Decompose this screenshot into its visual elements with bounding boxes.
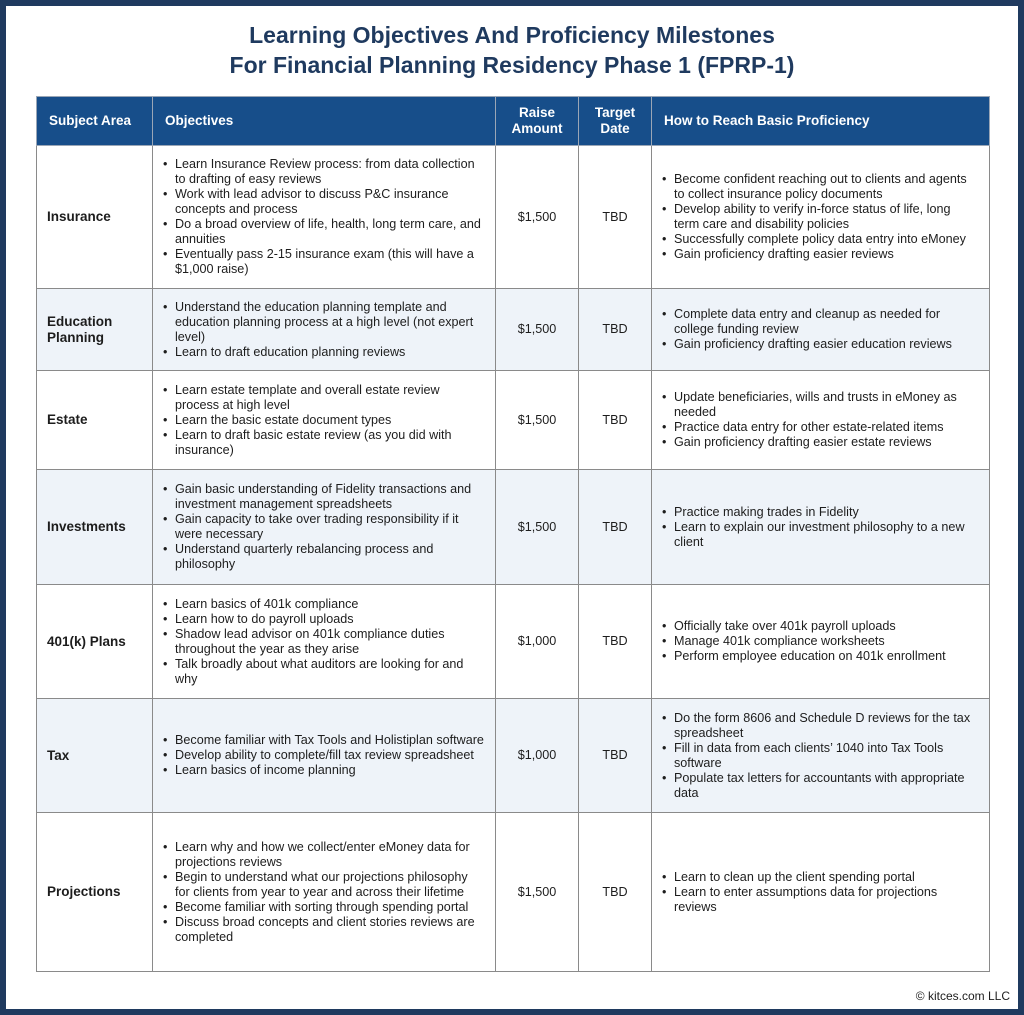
target-date-cell: TBD	[579, 289, 652, 371]
subject-area-cell: Investments	[37, 470, 153, 585]
target-date-cell: TBD	[579, 146, 652, 289]
proficiency-list	[662, 172, 979, 262]
objective-item: • Understand the education planning template and education planning process at a high level (not expert level)	[163, 300, 485, 345]
objective-item: • Shadow lead advisor on 401k compliance duties throughout the year as they arise	[163, 627, 485, 657]
table-row	[37, 813, 990, 972]
proficiency-item: • Complete data entry and cleanup as needed for college funding review	[662, 307, 979, 337]
objective-item: • Learn estate template and overall estate review process at high level	[163, 383, 485, 413]
proficiency-item: • Fill in data from each clients’ 1040 into Tax Tools software	[662, 741, 979, 771]
proficiency-cell	[652, 699, 990, 813]
table-row	[37, 371, 990, 470]
proficiency-item: • Gain proficiency drafting easier estate reviews	[662, 435, 979, 450]
subject-area-cell: 401(k) Plans	[37, 585, 153, 699]
objective-item: • Become familiar with Tax Tools and Holistiplan software	[163, 733, 485, 748]
header-subject-area: Subject Area	[37, 97, 153, 146]
objectives-list	[163, 300, 485, 360]
proficiency-item: • Learn to enter assumptions data for projections reviews	[662, 885, 979, 915]
proficiency-item: • Update beneficiaries, wills and trusts in eMoney as needed	[662, 390, 979, 420]
table-row	[37, 470, 990, 585]
subject-area-cell: Education Planning	[37, 289, 153, 371]
objective-item: • Eventually pass 2-15 insurance exam (this will have a $1,000 raise)	[163, 247, 485, 277]
proficiency-item: • Officially take over 401k payroll uploads	[662, 619, 979, 634]
proficiency-list	[662, 711, 979, 801]
page-title	[0, 20, 1024, 80]
proficiency-item: • Practice data entry for other estate-related items	[662, 420, 979, 435]
proficiency-item: • Perform employee education on 401k enrollment	[662, 649, 979, 664]
target-date-cell: TBD	[579, 371, 652, 470]
subject-area-cell: Tax	[37, 699, 153, 813]
proficiency-item: • Do the form 8606 and Schedule D reviews for the tax spreadsheet	[662, 711, 979, 741]
objectives-list	[163, 482, 485, 572]
proficiency-list	[662, 390, 979, 450]
objective-item: • Begin to understand what our projections philosophy for clients from year to year and across their lifetime	[163, 870, 485, 900]
objective-item: • Learn to draft basic estate review (as you did with insurance)	[163, 428, 485, 458]
proficiency-item: • Become confident reaching out to clients and agents to collect insurance policy documents	[662, 172, 979, 202]
subject-area-cell: Insurance	[37, 146, 153, 289]
objective-item: • Gain basic understanding of Fidelity transactions and investment management spreadsheets	[163, 482, 485, 512]
subject-area-cell: Estate	[37, 371, 153, 470]
milestones-table	[36, 96, 990, 972]
proficiency-cell	[652, 470, 990, 585]
objectives-cell	[153, 585, 496, 699]
objectives-list	[163, 597, 485, 687]
header-objectives: Objectives	[153, 97, 496, 146]
proficiency-item: • Manage 401k compliance worksheets	[662, 634, 979, 649]
proficiency-item: • Gain proficiency drafting easier reviews	[662, 247, 979, 262]
objective-item: • Learn basics of 401k compliance	[163, 597, 485, 612]
raise-amount-cell: $1,500	[496, 470, 579, 585]
objective-item: • Learn the basic estate document types	[163, 413, 485, 428]
target-date-cell: TBD	[579, 470, 652, 585]
objective-item: • Gain capacity to take over trading responsibility if it were necessary	[163, 512, 485, 542]
proficiency-item: • Learn to explain our investment philosophy to a new client	[662, 520, 979, 550]
proficiency-list	[662, 619, 979, 664]
header-proficiency: How to Reach Basic Proficiency	[652, 97, 990, 146]
raise-amount-cell: $1,500	[496, 813, 579, 972]
proficiency-item: • Develop ability to verify in-force status of life, long term care and disability policies	[662, 202, 979, 232]
proficiency-list	[662, 870, 979, 915]
header-target-date: Target Date	[579, 97, 652, 146]
table-row	[37, 699, 990, 813]
proficiency-cell	[652, 585, 990, 699]
table-row	[37, 585, 990, 699]
table-header-row	[37, 97, 990, 146]
objective-item: • Learn basics of income planning	[163, 763, 485, 778]
raise-amount-cell: $1,000	[496, 585, 579, 699]
objectives-list	[163, 733, 485, 778]
objective-item: • Learn how to do payroll uploads	[163, 612, 485, 627]
objective-item: • Work with lead advisor to discuss P&C insurance concepts and process	[163, 187, 485, 217]
title-line-2: For Financial Planning Residency Phase 1 (FPRP-1)	[229, 52, 795, 78]
proficiency-item: • Learn to clean up the client spending portal	[662, 870, 979, 885]
proficiency-cell	[652, 371, 990, 470]
objective-item: • Discuss broad concepts and client stories reviews are completed	[163, 915, 485, 945]
objective-item: • Do a broad overview of life, health, long term care, and annuities	[163, 217, 485, 247]
table-row	[37, 289, 990, 371]
proficiency-list	[662, 505, 979, 550]
header-raise-amount: Raise Amount	[496, 97, 579, 146]
objective-item: • Learn why and how we collect/enter eMoney data for projections reviews	[163, 840, 485, 870]
raise-amount-cell: $1,500	[496, 289, 579, 371]
objective-item: • Understand quarterly rebalancing process and philosophy	[163, 542, 485, 572]
objectives-cell	[153, 371, 496, 470]
proficiency-item: • Populate tax letters for accountants with appropriate data	[662, 771, 979, 801]
objective-item: • Learn to draft education planning reviews	[163, 345, 485, 360]
objectives-cell	[153, 470, 496, 585]
target-date-cell: TBD	[579, 699, 652, 813]
objectives-cell	[153, 289, 496, 371]
proficiency-list	[662, 307, 979, 352]
raise-amount-cell: $1,500	[496, 371, 579, 470]
objective-item: • Talk broadly about what auditors are looking for and why	[163, 657, 485, 687]
proficiency-item: • Successfully complete policy data entry into eMoney	[662, 232, 979, 247]
raise-amount-cell: $1,500	[496, 146, 579, 289]
objectives-cell	[153, 146, 496, 289]
objective-item: • Learn Insurance Review process: from data collection to drafting of easy reviews	[163, 157, 485, 187]
proficiency-item: • Practice making trades in Fidelity	[662, 505, 979, 520]
objective-item: • Become familiar with sorting through spending portal	[163, 900, 485, 915]
objective-item: • Develop ability to complete/fill tax review spreadsheet	[163, 748, 485, 763]
table-row	[37, 146, 990, 289]
subject-area-cell: Projections	[37, 813, 153, 972]
proficiency-cell	[652, 813, 990, 972]
proficiency-cell	[652, 146, 990, 289]
target-date-cell: TBD	[579, 585, 652, 699]
objectives-list	[163, 383, 485, 458]
objectives-list	[163, 840, 485, 945]
copyright: © kitces.com LLC	[915, 989, 1010, 1003]
proficiency-item: • Gain proficiency drafting easier education reviews	[662, 337, 979, 352]
title-line-1: Learning Objectives And Proficiency Milestones	[249, 22, 775, 48]
objectives-list	[163, 157, 485, 277]
proficiency-cell	[652, 289, 990, 371]
target-date-cell: TBD	[579, 813, 652, 972]
objectives-cell	[153, 813, 496, 972]
objectives-cell	[153, 699, 496, 813]
raise-amount-cell: $1,000	[496, 699, 579, 813]
